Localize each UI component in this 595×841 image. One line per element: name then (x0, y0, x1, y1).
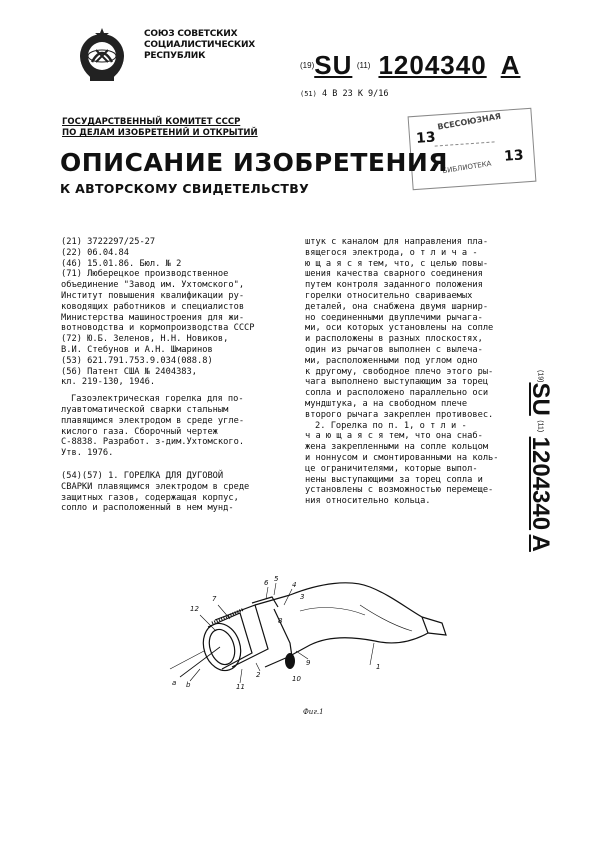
figure-label: 5 (274, 575, 279, 583)
figure-label: 8 (278, 617, 283, 625)
figure-label: 3 (300, 593, 305, 601)
patent-number: 1204340 (378, 50, 487, 80)
figure-label: b (186, 681, 191, 689)
figure-label: 6 (264, 579, 269, 587)
ipc-classification: (51) 4 B 23 K 9/16 (300, 89, 389, 99)
patent-kind: A (500, 50, 521, 80)
figure-label: 7 (212, 595, 217, 603)
side-patent-number: (19)SU (11) 1204340 A (527, 370, 554, 552)
left-column (61, 237, 293, 514)
patent-number-block: (19)SU (11) 1204340 A (300, 50, 521, 80)
ussr-emblem-icon (70, 22, 134, 86)
document-title: ОПИСАНИЕ ИЗОБРЕТЕНИЯ (60, 148, 449, 177)
figure-label: 9 (306, 659, 311, 667)
figure-caption: Фиг.1 (303, 708, 324, 716)
figure-label: 12 (190, 605, 199, 613)
figure-label: 4 (292, 581, 297, 589)
bibliographic-data: (21) 3722297/25-27 (22) 06.04.84 (46) 15.01.86. Бюл. № 2 (71) Люберецкое производственное объединение "Завод им. Ухтомского", Институт повышения квалификации ру- ководящих работников и специалистов Министерства машиностроения для жи- вотноводства и кормопроизводства СССР (72) Ю.Б. Зеленов, Н.Н. Новиков, В.И. Стебунов и А.Н. Шмаринов (53) 621.791.753.9.034(088.8) (56) Патент США № 2404383, кл. 219-130, 1946. (61, 237, 255, 388)
right-column: штук с каналом для направления пла- вящегося электрода, о т л и ч а - ю щ а я с я тем, что, с целью повы- шения качества сварного соединения путем контроля заданного положения горелки относительно свариваемых деталей, она снабжена двумя шарнир- но соединенными двуплечими рычага- ми, оси которых установлены на сопле и расположены в разных плоскостях, один из рычагов выполнен с вылеча- ми, расположенными под углом одно к другому, свободное плечо этого ры- чага выполнено выступающим за торец сопла и расположено параллельно оси мундштука, а на свободном плече второго рычага закреплен противовес. 2. Горелка по п. 1, о т л и - ч а ю щ а я с я тем, что она снаб- жена закрепленными на сопле кольцом и ноннусом и смонтированными на коль- це ограничителями, которые выпол- нены выступающими за торец сопла и установлены с возможностью перемеще- ния относительно кольца. (305, 237, 499, 507)
figure-label: а (172, 679, 177, 687)
figure-label: 1 (376, 663, 381, 671)
library-stamp: ВСЕСОЮЗНАЯ 13 13 БИБЛИОТЕКА (408, 108, 537, 190)
committee-name: ГОСУДАРСТВЕННЫЙ КОМИТЕТ СССР ПО ДЕЛАМ ИЗОБРЕТЕНИЙ И ОТКРЫТИЙ (62, 117, 258, 138)
country-code: SU (314, 50, 353, 80)
figure-label: 2 (256, 671, 261, 679)
reference-paragraph: Газоэлектрическая горелка для по- луавтоматической сварки стальным плавящимся электродом в среде угле- кислого газа. Сборочный чертеж С-8838. Разработ. з-дим.Ухтомского. Утв. 1976. (61, 394, 245, 459)
welding-torch-drawing (160, 565, 450, 705)
document-subtitle: К АВТОРСКОМУ СВИДЕТЕЛЬСТВУ (60, 181, 310, 196)
figure-label: 10 (292, 675, 301, 683)
figure-label: 11 (236, 683, 245, 691)
claim-1-start: (54)(57) 1. ГОРЕЛКА ДЛЯ ДУГОВОЙ СВАРКИ плавящимся электродом в среде защитных газов, содержащая корпус, сопло и расположенный в нем мунд- (61, 470, 250, 514)
union-name: СОЮЗ СОВЕТСКИХ СОЦИАЛИСТИЧЕСКИХ РЕСПУБЛИК (144, 29, 256, 61)
